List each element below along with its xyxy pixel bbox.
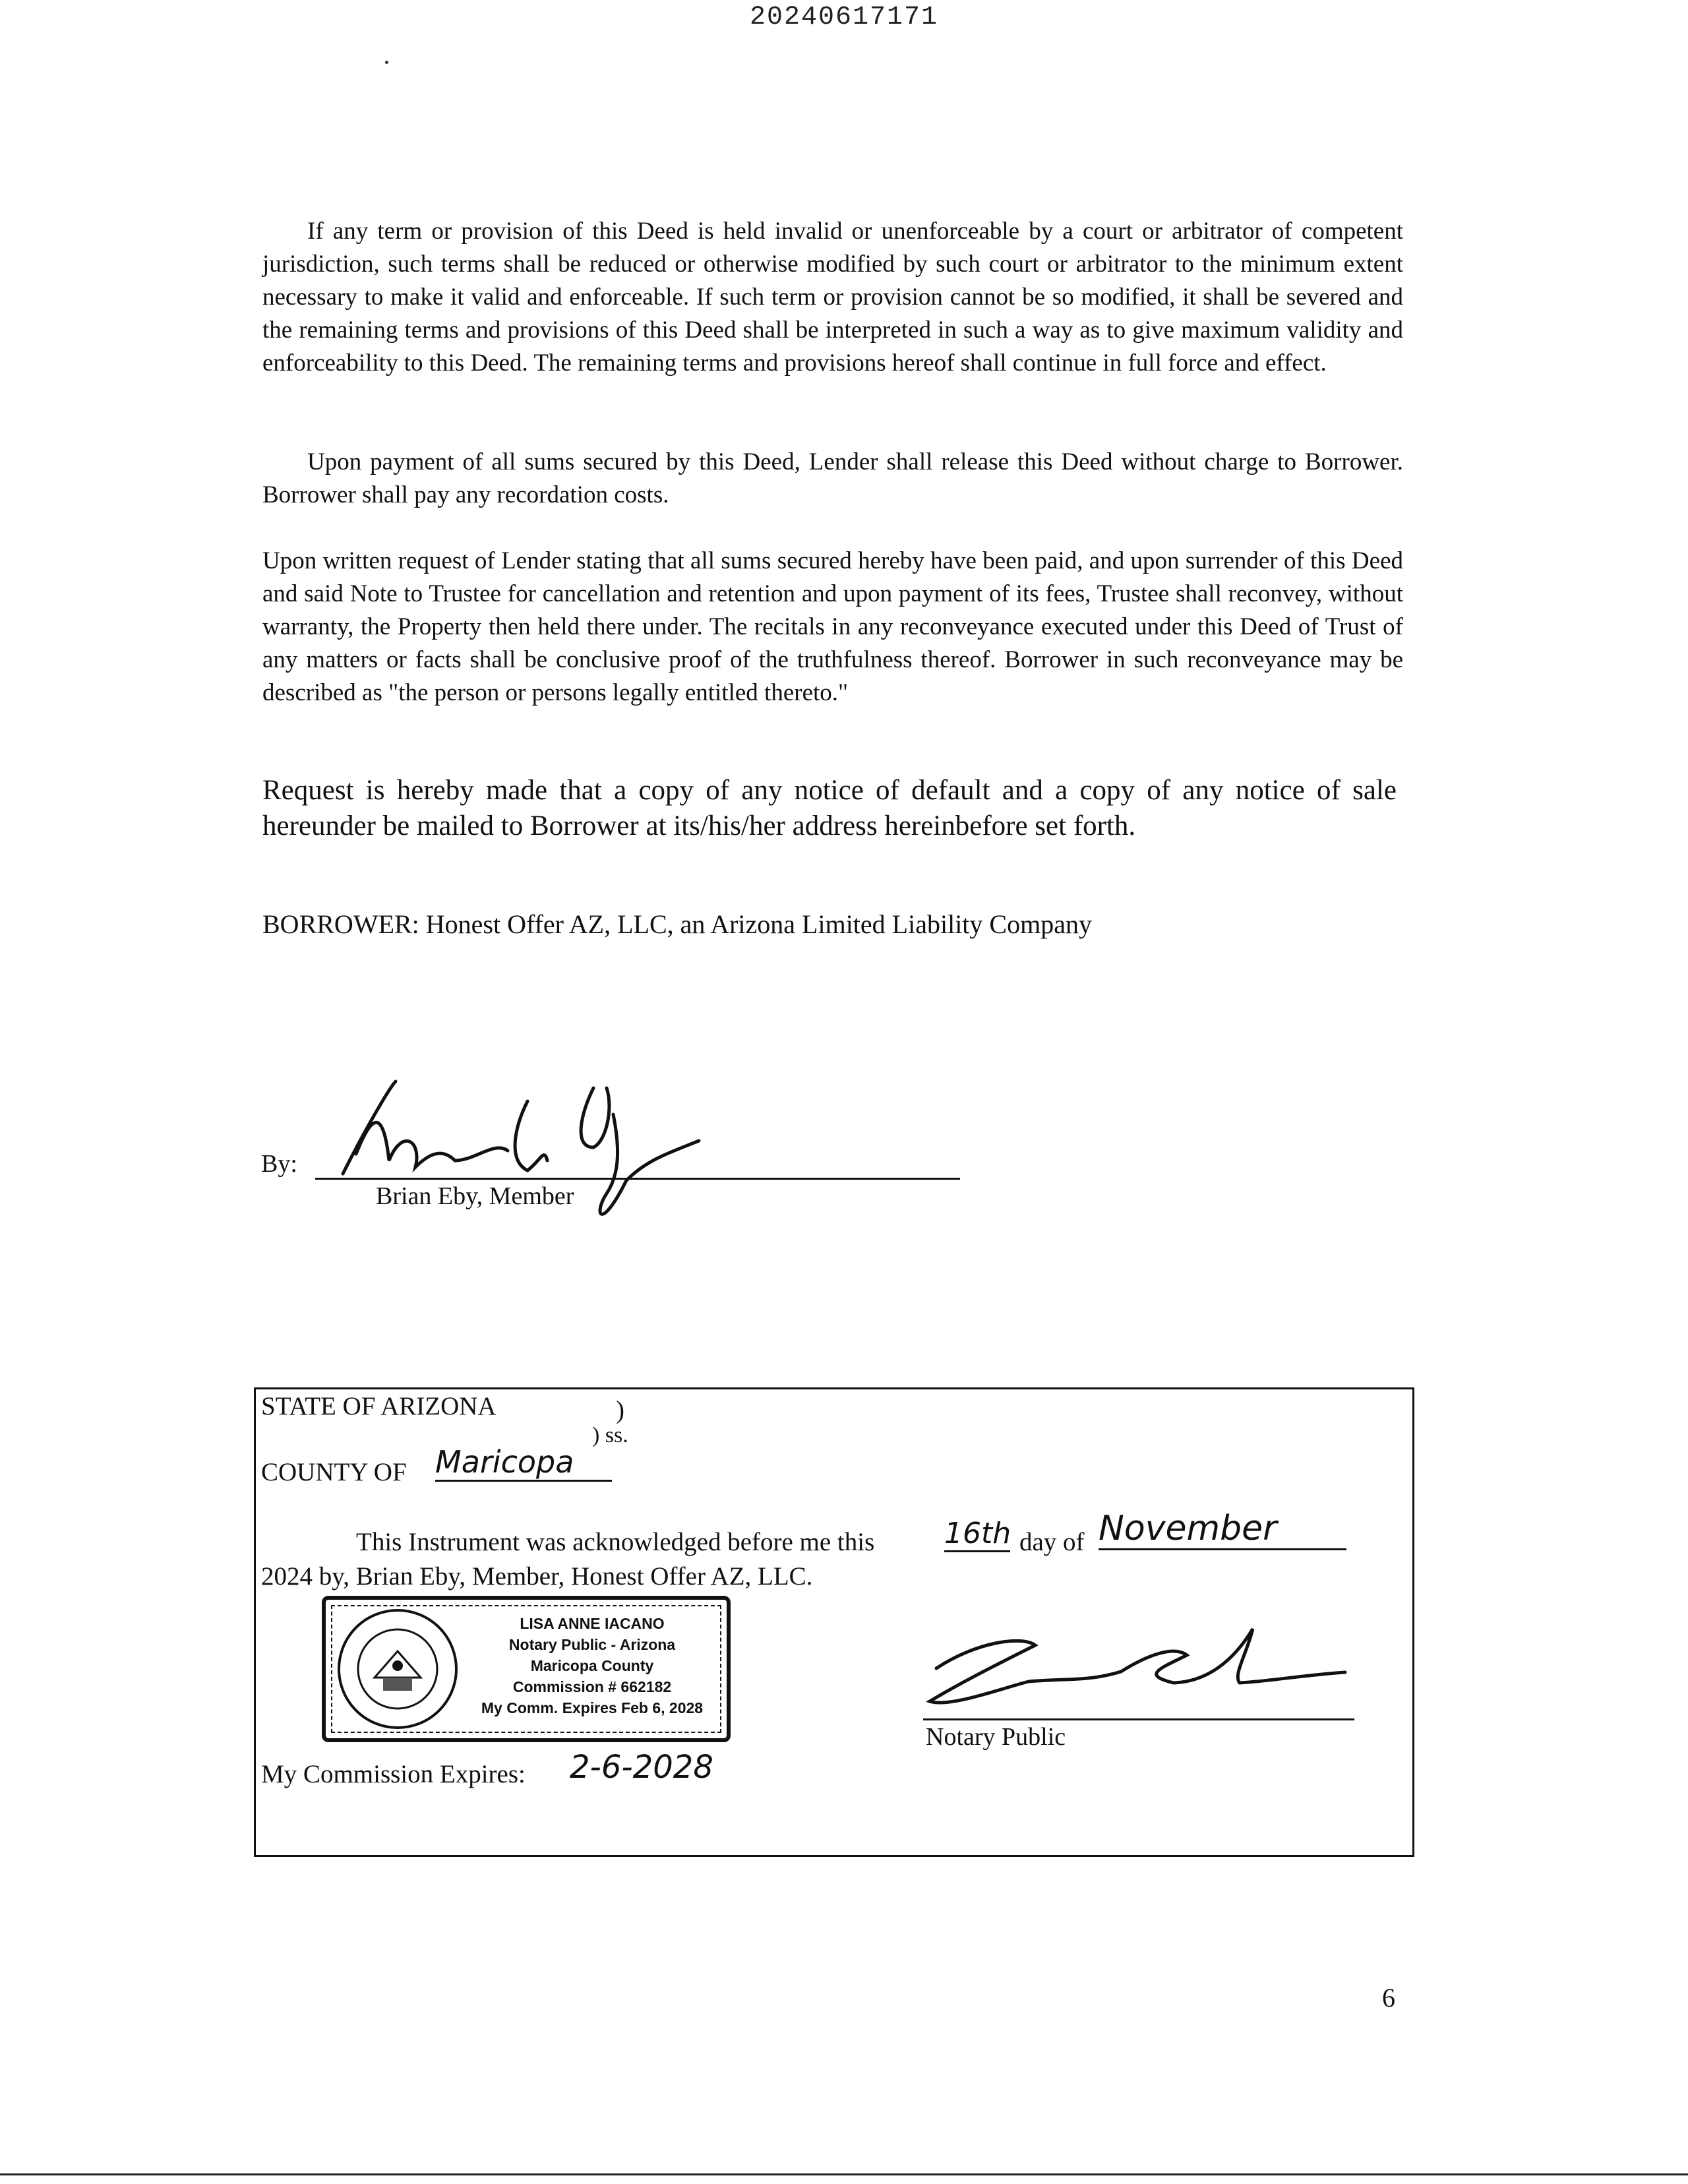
county-label: COUNTY OF <box>261 1458 407 1486</box>
borrower-line: BORROWER: Honest Offer AZ, LLC, an Arizona Limited Liability Company <box>262 909 1092 939</box>
commission-label: My Commission Expires: <box>261 1760 526 1788</box>
notary-signature <box>923 1609 1358 1721</box>
state-seal-icon <box>338 1609 458 1729</box>
borrower-signature <box>316 1062 725 1246</box>
scan-speck <box>385 61 388 64</box>
month-handwritten: November <box>1099 1509 1346 1550</box>
notary-commission: Commission # 662182 <box>512 1678 672 1695</box>
notary-name: LISA ANNE IACANO <box>520 1615 665 1632</box>
recording-number: 20240617171 <box>749 3 939 32</box>
acknowledged-by: 2024 by, Brian Eby, Member, Honest Offer AZ, LLC. <box>261 1562 813 1591</box>
notary-public-label: Notary Public <box>926 1723 1066 1751</box>
day-handwritten: 16th <box>944 1517 1010 1552</box>
notary-title: Notary Public - Arizona <box>508 1636 676 1653</box>
by-label: By: <box>261 1150 297 1178</box>
instrument-text: This Instrument was acknowledged before me this <box>356 1528 875 1556</box>
release-paragraph: Upon payment of all sums secured by this Deed, Lender shall release this Deed without charge to Borrower. Borrower shall pay any recordation costs. <box>262 448 1403 508</box>
signer-name: Brian Eby, Member <box>376 1182 574 1210</box>
notary-stamp-text <box>467 1613 717 1718</box>
notary-county: Maricopa County <box>530 1657 654 1674</box>
county-handwritten: Maricopa <box>435 1444 612 1482</box>
notice-request-paragraph: Request is hereby made that a copy of any notice of default and a copy of any notice of sale hereunder be mailed to Borrower at its/his/her address hereinbefore set forth. <box>262 775 1397 841</box>
state-line: STATE OF ARIZONA <box>261 1392 497 1420</box>
signature-line <box>315 1178 960 1180</box>
paren: ) <box>616 1396 624 1424</box>
notary-stamp <box>322 1596 731 1742</box>
day-of-text: day of <box>1019 1528 1085 1556</box>
commission-handwritten: 2-6-2028 <box>570 1749 713 1786</box>
ss-marker: ) ss. <box>592 1423 628 1447</box>
severability-paragraph: If any term or provision of this Deed is held invalid or unenforceable by a court or arbitrator of competent jurisdiction, such terms shall be reduced or otherwise modified by such court or arbitrator to the minimum extent necessary to make it valid and enforceable. If such term or provision cannot be so modified, it shall be severed and the remaining terms and provisions of this Deed shall be interpreted in such a way as to give maximum validity and enforceability to this Deed. The remaining terms and provisions hereof shall continue in full force and effect. <box>262 218 1403 377</box>
bottom-rule <box>0 2173 1688 2175</box>
notary-signature-line <box>923 1718 1354 1720</box>
reconveyance-paragraph: Upon written request of Lender stating that all sums secured hereby have been paid, and upon surrender of this Deed and said Note to Trustee for cancellation and retention and upon payment of its fees, Trustee shall reconvey, without warranty, the Property then held there under. The recitals in any reconveyance executed under this Deed of Trust of any matters or facts shall be conclusive proof of the truthfulness thereof. Borrower in such reconveyance may be described as "the person or persons legally entitled thereto." <box>262 547 1403 706</box>
page-number: 6 <box>1382 1983 1395 2013</box>
notary-expires: My Comm. Expires Feb 6, 2028 <box>481 1699 704 1716</box>
